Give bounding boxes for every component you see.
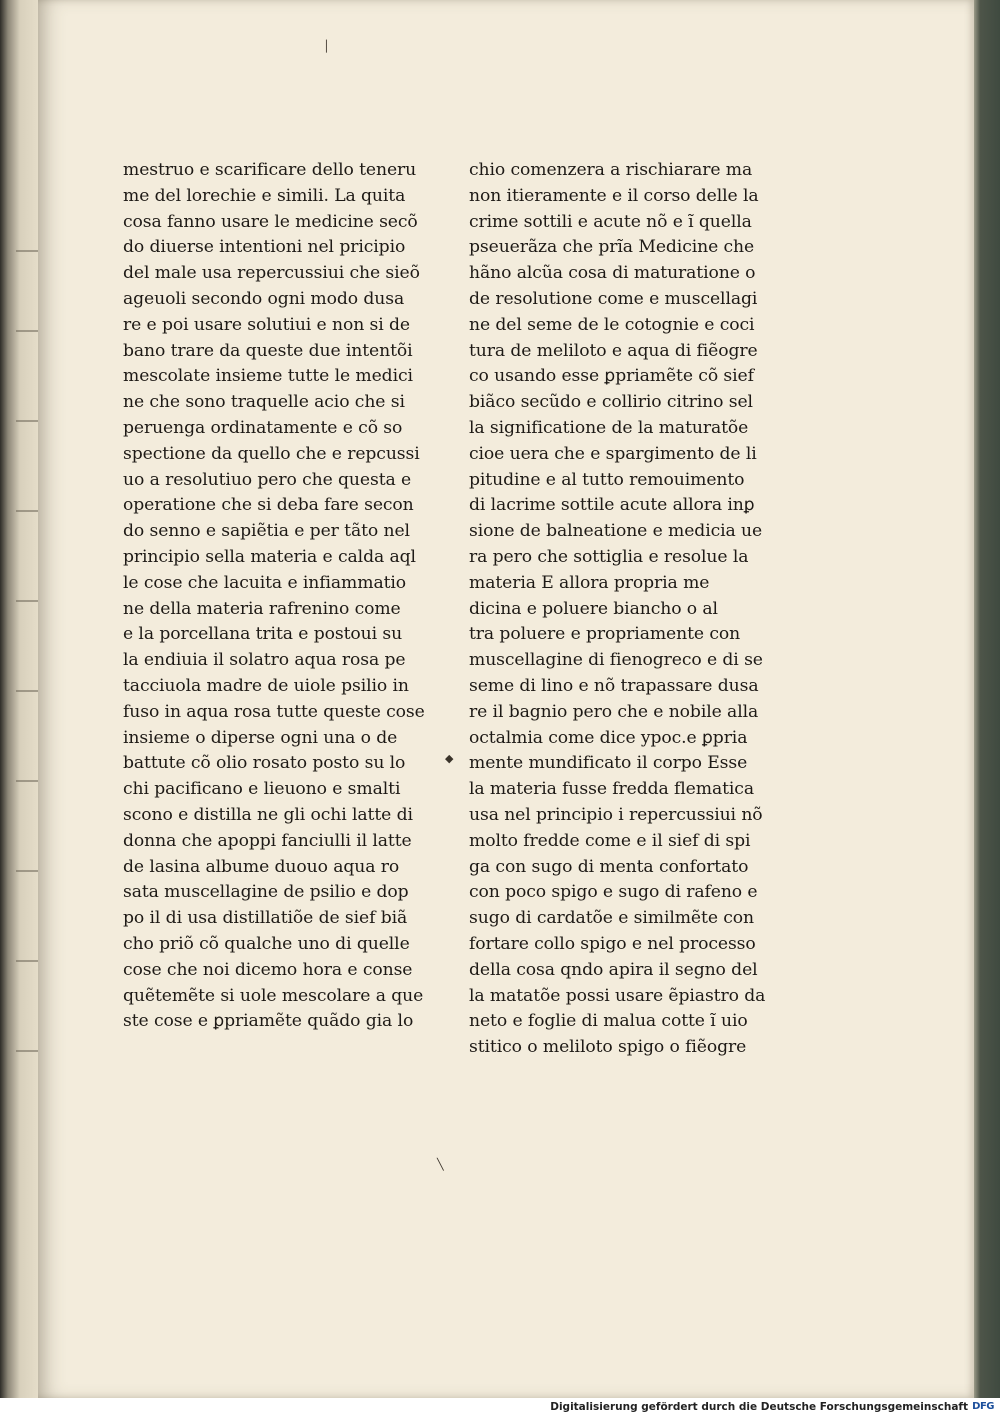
text-line: della cosa qndo apira il segno del <box>469 959 758 980</box>
text-line: principio sella materia e calda aql <box>123 546 416 567</box>
text-line: octalmia come dice ypoc.e ꝑpria <box>469 727 748 748</box>
ink-mark: │ <box>323 40 330 53</box>
text-line: stitico o meliloto spigo o fiẽogre <box>469 1037 747 1058</box>
text-line: mescolate insieme tutte le medici <box>123 366 413 387</box>
text-line: e la porcellana trita e postoui su <box>123 624 403 645</box>
text-line: re il bagnio pero che e nobile alla <box>469 701 759 722</box>
text-line: sugo di cardatõe e similmẽte con <box>469 908 754 929</box>
text-line: materia E allora propria me <box>469 572 710 593</box>
text-line: pitudine e al tutto remouimento <box>469 469 745 490</box>
text-line: sata muscellagine de psilio e dop <box>123 882 409 903</box>
text-line: le cose che lacuita e infiammatio <box>123 572 407 593</box>
text-line: ne che sono traquelle acio che si <box>123 392 405 413</box>
text-line: di lacrime sottile acute allora inꝑ <box>469 495 755 516</box>
digitization-credit: Digitalisierung gefördert durch die Deutsche Forschungsgemeinschaft <box>550 1401 968 1413</box>
text-line: peruenga ordinatamente e cõ so <box>123 417 403 438</box>
left-text-column <box>123 158 423 1035</box>
text-line: la materia fusse fredda flematica <box>469 779 754 800</box>
text-line: ga con sugo di menta confortato <box>469 856 749 877</box>
footer-bar <box>0 1398 1000 1420</box>
right-text-column <box>469 158 769 1061</box>
text-line: do diuerse intentioni nel pricipio <box>123 237 406 258</box>
text-line: del male usa repercussiui che sieõ <box>123 263 420 284</box>
text-line: battute cõ olio rosato posto su lo <box>123 753 406 774</box>
dfg-logo-icon: DFG <box>972 1401 994 1412</box>
text-line: la endiuia il solatro aqua rosa pe <box>123 650 406 671</box>
text-line: bano trare da queste due intentõi <box>123 340 413 361</box>
left-page-edge <box>0 0 42 1420</box>
text-line: cose che noi dicemo hora e conse <box>123 959 413 980</box>
text-line: re e poi usare solutiui e non si de <box>123 314 410 335</box>
text-line: co usando esse ꝑpriamẽte cõ sief <box>469 366 754 387</box>
text-line: quẽtemẽte si uole mescolare a que <box>123 985 424 1006</box>
text-line: cosa fanno usare le medicine secõ <box>123 211 418 232</box>
text-line: chio comenzera a rischiarare ma <box>469 160 753 180</box>
ink-mark: ╲ <box>437 1158 444 1171</box>
text-line: me del lorechie e simili. La quita <box>123 185 406 206</box>
text-line: mestruo e scarificare dello teneru <box>123 160 417 180</box>
text-line: seme di lino e nõ trapassare dusa <box>469 675 759 696</box>
text-line: po il di usa distillatiõe de sief biã <box>123 908 408 929</box>
text-line: neto e foglie di malua cotte ĩ uio <box>469 1011 748 1032</box>
text-line: cioe uera che e spargimento de li <box>469 443 757 464</box>
text-line: spectione da quello che e repcussi <box>123 443 420 464</box>
text-line: crime sottili e acute nõ e ĩ quella <box>469 211 752 232</box>
text-line: con poco spigo e sugo di rafeno e <box>469 882 758 903</box>
text-line: scono e distilla ne gli ochi latte di <box>123 804 413 825</box>
text-line: fuso in aqua rosa tutte queste cose <box>123 701 425 722</box>
text-line: tra poluere e propriamente con <box>469 624 741 645</box>
text-line: la significatione de la maturatõe <box>469 417 749 438</box>
text-line: ne della materia rafrenino come <box>123 598 401 619</box>
right-page-edge <box>974 0 1000 1398</box>
text-line: tacciuola madre de uiole psilio in <box>123 675 409 696</box>
text-line: tura de meliloto e aqua di fiẽogre <box>469 340 758 361</box>
ink-mark: ◆ <box>445 752 454 765</box>
text-line: ageuoli secondo ogni modo dusa <box>123 288 405 309</box>
text-line: muscellagine di fienogreco e di se <box>469 650 763 671</box>
text-line: biãco secũdo e collirio citrino sel <box>469 392 753 413</box>
text-line: de resolutione come e muscellagi <box>469 288 758 309</box>
text-line: fortare collo spigo e nel processo <box>469 933 756 954</box>
text-line: non itieramente e il corso delle la <box>469 185 759 206</box>
text-line: hãno alcũa cosa di maturatione o <box>469 263 756 284</box>
text-line: insieme o diperse ogni una o de <box>123 727 398 748</box>
text-line: de lasina albume duouo aqua ro <box>123 856 400 877</box>
text-line: uo a resolutiuo pero che questa e <box>123 469 412 490</box>
text-line: dicina e poluere biancho o al <box>469 598 718 619</box>
text-line: usa nel principio i repercussiui nõ <box>469 804 763 825</box>
text-line: do senno e sapiẽtia e per tãto nel <box>123 521 410 542</box>
text-line: la matatõe possi usare ẽpiastro da <box>469 985 766 1006</box>
text-line: sione de balneatione e medicia ue <box>469 521 763 542</box>
text-line: donna che apoppi fanciulli il latte <box>123 830 412 851</box>
text-line: ra pero che sottiglia e resolue la <box>469 546 749 567</box>
text-line: ste cose e ꝑpriamẽte quãdo gia lo <box>123 1011 414 1032</box>
text-line: mente mundificato il corpo Esse <box>469 753 748 774</box>
text-line: pseuerãza che prĩa Medicine che <box>469 237 755 258</box>
text-line: molto fredde come e il sief di spi <box>469 830 751 851</box>
text-line: operatione che si deba fare secon <box>123 495 414 516</box>
text-line: chi pacificano e lieuono e smalti <box>123 779 401 800</box>
text-line: ne del seme de le cotognie e coci <box>469 314 755 335</box>
text-line: cho priõ cõ qualche uno di quelle <box>123 933 410 954</box>
